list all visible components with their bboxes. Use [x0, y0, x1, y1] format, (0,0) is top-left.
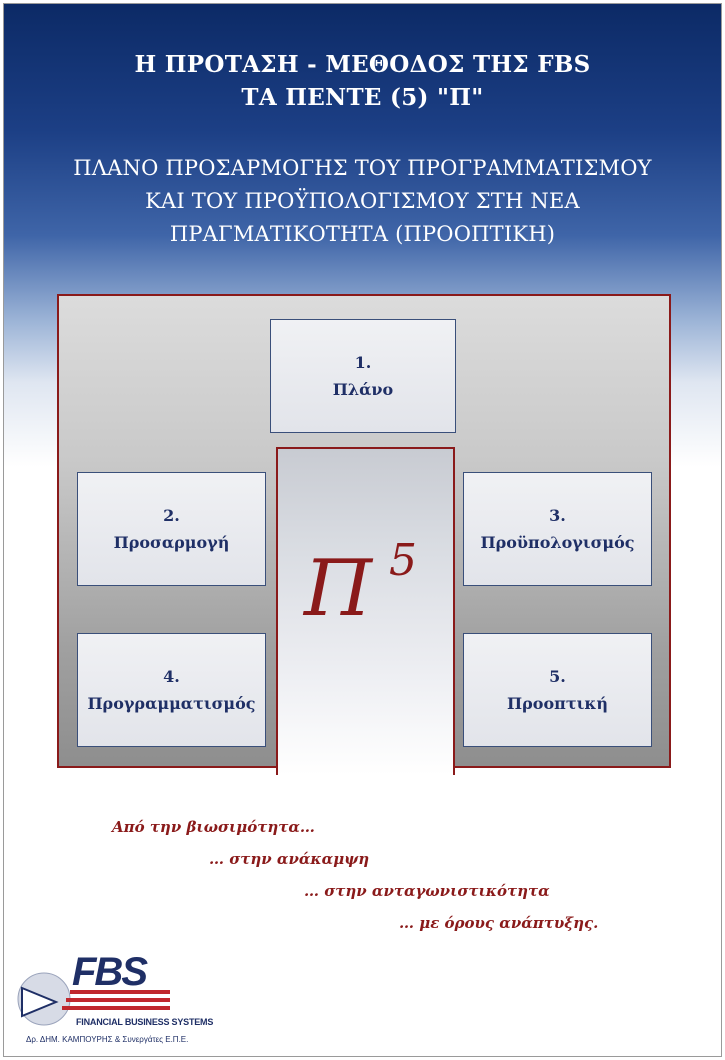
box-label: Προγραμματισμός	[87, 694, 256, 713]
title-line-1: Η ΠΡΟΤΑΣΗ - ΜΕΘΟΔΟΣ ΤΗΣ FBS	[134, 51, 591, 78]
diagram-box-plan	[270, 319, 456, 433]
box-label: Προοπτική	[507, 694, 608, 713]
logo-credit: Δρ. ΔΗΜ. ΚΑΜΠΟΥΡΗΣ & Συνεργάτες Ε.Π.Ε.	[26, 1035, 189, 1044]
logo-caption: FINANCIAL BUSINESS SYSTEMS	[76, 1017, 214, 1027]
page	[3, 3, 722, 1057]
box-number: 5.	[549, 667, 566, 686]
subtitle-line-2: ΚΑΙ ΤΟΥ ΠΡΟΫΠΟΛΟΓΙΣΜΟΥ ΣΤΗ ΝΕΑ	[145, 189, 580, 213]
slogan-line-2: … στην ανάκαμψη	[209, 850, 370, 868]
box-number: 2.	[163, 506, 180, 525]
diagram-box-perspective	[463, 633, 652, 747]
title-line-2: ΤΑ ΠΕΝΤΕ (5) "Π"	[241, 84, 484, 111]
subtitle-line-1: ΠΛΑΝΟ ΠΡΟΣΑΡΜΟΓΗΣ ΤΟΥ ΠΡΟΓΡΑΜΜΑΤΙΣΜΟΥ	[73, 156, 652, 180]
box-label: Πλάνο	[332, 380, 394, 399]
box-number: 3.	[549, 506, 566, 525]
box-label: Προϋπολογισμός	[480, 533, 635, 552]
page-title	[4, 48, 721, 114]
pi-exponent: 5	[389, 535, 417, 586]
box-label: Προσαρμογή	[113, 533, 230, 552]
diagram-box-programming	[77, 633, 266, 747]
pi-symbol: Π	[304, 544, 373, 634]
slogan-line-4: … με όρους ανάπτυξης.	[399, 914, 599, 932]
page-subtitle	[4, 152, 721, 251]
diagram-box-adaptation	[77, 472, 266, 586]
slogan-line-1: Από την βιωσιμότητα…	[112, 818, 315, 836]
subtitle-line-3: ΠΡΑΓΜΑΤΙΚΟΤΗΤΑ (ΠΡΟΟΠΤΙΚΗ)	[169, 222, 556, 246]
box-number: 4.	[163, 667, 180, 686]
diagram-box-budget	[463, 472, 652, 586]
logo-mark-text: FBS	[72, 954, 146, 994]
slogan-line-3: … στην ανταγωνιστικότητα	[304, 882, 550, 900]
box-number: 1.	[354, 353, 372, 372]
